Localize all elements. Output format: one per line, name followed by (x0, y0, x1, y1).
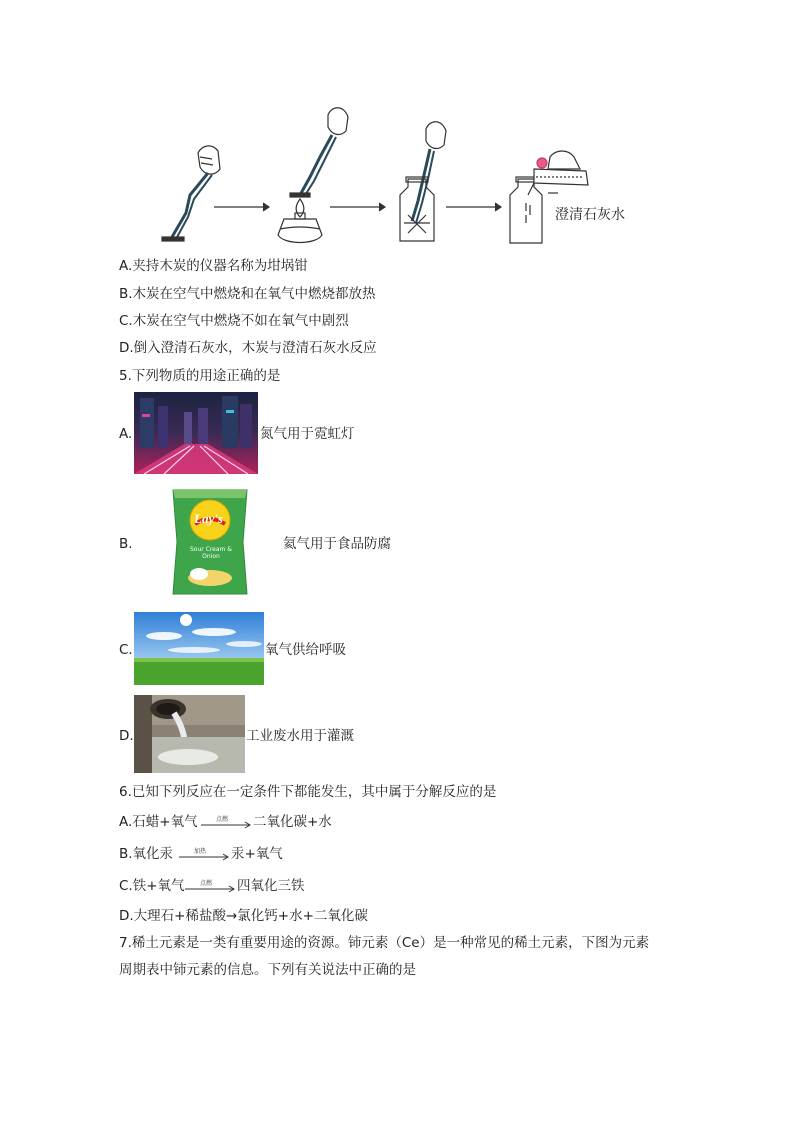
q5-option-b-text: 氦气用于食品防腐 (283, 536, 391, 552)
q6-option-a-prefix: A.石蜡+氧气 (119, 814, 198, 830)
q6-option-a-suffix: 二氧化碳+水 (253, 814, 332, 830)
q5-option-c-text: 氧气供给呼吸 (265, 642, 346, 658)
q7-line-2: 周期表中铈元素的信息。下列有关说法中正确的是 (119, 962, 416, 978)
pour-limewater-step (510, 151, 588, 243)
q6-option-d: D.大理石+稀盐酸→氯化钙+水+二氧化碳 (119, 908, 368, 924)
q6-option-c-condition: 点燃 (200, 880, 213, 887)
chips-bag-image (165, 484, 255, 600)
q6-stem: 6.已知下列反应在一定条件下都能发生，其中属于分解反应的是 (119, 784, 497, 800)
chips-brand-logo: Lay's (194, 511, 223, 526)
q4-option-c: C.木炭在空气中燃烧不如在氧气中剧烈 (119, 313, 349, 329)
alcohol-lamp-step (278, 108, 348, 243)
q6-option-b-arrow (178, 848, 230, 862)
q5-option-a-text: 氮气用于霓虹灯 (260, 426, 355, 442)
oxygen-bottle-step (400, 122, 446, 241)
q4-option-d: D.倒入澄清石灰水，木炭与澄清石灰水反应 (119, 340, 377, 356)
charcoal-combustion-diagram (150, 95, 650, 250)
wastewater-pipe-image (134, 695, 245, 773)
q6-option-c-suffix: 四氧化三铁 (237, 878, 305, 894)
q5-option-a-letter: A. (119, 426, 133, 442)
q5-option-b-letter: B. (119, 536, 133, 552)
neon-city-image (134, 392, 258, 474)
q7-line-1: 7.稀土元素是一类有重要用途的资源。铈元素（Ce）是一种常见的稀土元素，下图为元素 (119, 935, 650, 951)
q4-option-b: B.木炭在空气中燃烧和在氧气中燃烧都放热 (119, 286, 376, 302)
sky-grassland-image (134, 612, 264, 685)
q6-option-a-condition: 点燃 (216, 816, 229, 823)
q5-stem: 5.下列物质的用途正确的是 (119, 368, 281, 384)
q5-option-d-text: 工业废水用于灌溉 (246, 728, 354, 744)
experiment-figure (150, 95, 650, 250)
tongs-with-charcoal-step (162, 146, 220, 241)
q6-option-b-prefix: B.氧化汞 (119, 846, 174, 862)
chips-flavor-text: Sour Cream & Onion (190, 546, 232, 560)
limewater-label: 澄清石灰水 (555, 207, 625, 223)
q5-option-c-letter: C. (119, 642, 133, 658)
q6-option-b-condition: 加热 (194, 848, 207, 855)
q6-option-c-prefix: C.铁+氧气 (119, 878, 185, 894)
q6-option-c-arrow (184, 880, 236, 894)
q6-option-b-suffix: 汞+氧气 (231, 846, 283, 862)
q6-option-a-arrow (200, 816, 252, 830)
q4-option-a: A.夹持木炭的仪器名称为坩埚钳 (119, 258, 308, 274)
q5-option-d-letter: D. (119, 728, 134, 744)
